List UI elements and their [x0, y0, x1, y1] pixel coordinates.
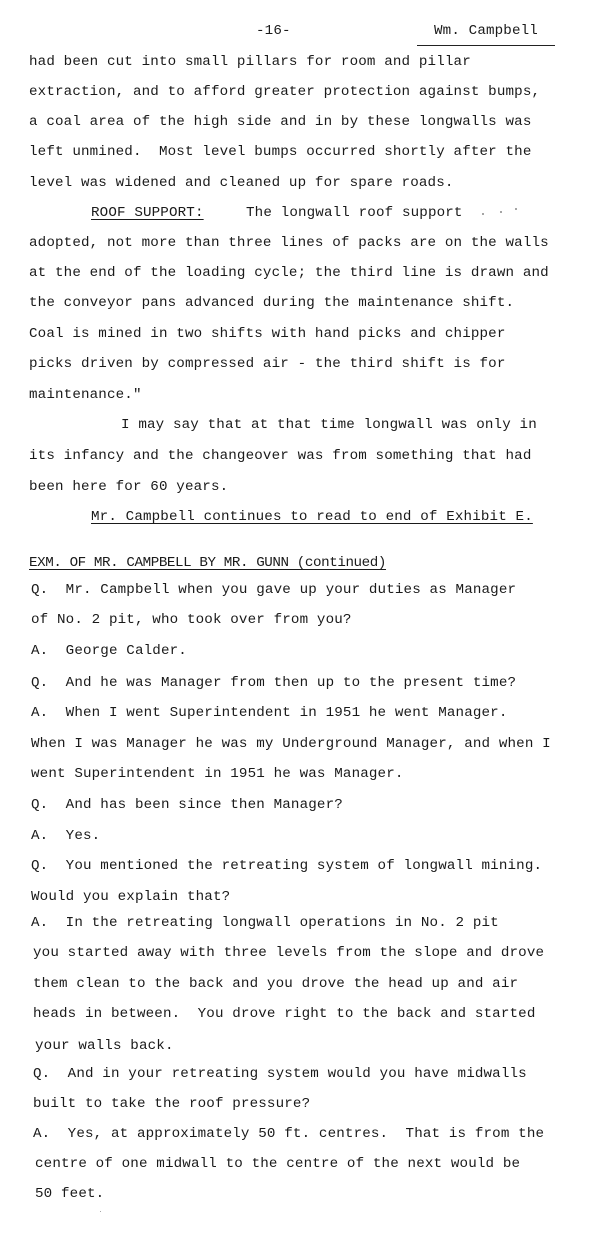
- qa-line: of No. 2 pit, who took over from you?: [31, 612, 352, 628]
- scan-speck: [500, 211, 502, 213]
- body-line: left unmined. Most level bumps occurred shortly after the: [29, 144, 532, 160]
- qa-line: A. George Calder.: [31, 643, 187, 659]
- body-line: Coal is mined in two shifts with hand picks and chipper: [29, 326, 506, 342]
- qa-line: centre of one midwall to the centre of the next would be: [35, 1156, 521, 1172]
- body-line: I may say that at that time longwall was only in: [121, 417, 537, 433]
- body-line: a coal area of the high side and in by these longwalls was: [29, 114, 532, 130]
- qa-line: Would you explain that?: [31, 889, 231, 905]
- qa-line: you started away with three levels from the slope and drove: [33, 945, 545, 961]
- qa-line: heads in between. You drove right to the back and started: [33, 1006, 536, 1022]
- page-number: -16-: [256, 23, 291, 39]
- qa-line: went Superintendent in 1951 he was Manager.: [31, 766, 404, 782]
- body-line: had been cut into small pillars for room and pillar: [29, 54, 471, 70]
- body-line: maintenance.": [29, 387, 142, 403]
- qa-line: Q. Mr. Campbell when you gave up your duties as Manager: [31, 582, 517, 598]
- body-line: adopted, not more than three lines of packs are on the walls: [29, 235, 549, 251]
- qa-line: Q. And he was Manager from then up to the present time?: [31, 675, 517, 691]
- header-underline: [417, 45, 555, 46]
- exam-heading: EXM. OF MR. CAMPBELL BY MR. GUNN (continued): [29, 555, 387, 571]
- body-line: been here for 60 years.: [29, 479, 229, 495]
- body-line: its infancy and the changeover was from something that had: [29, 448, 532, 464]
- roof-support-heading: ROOF SUPPORT:: [91, 205, 204, 221]
- qa-line: them clean to the back and you drove the head up and air: [33, 976, 519, 992]
- scan-speck: [515, 208, 517, 210]
- qa-line: When I was Manager he was my Underground Manager, and when I: [31, 736, 551, 752]
- body-line: at the end of the loading cycle; the third line is drawn and: [29, 265, 549, 281]
- body-line: the conveyor pans advanced during the maintenance shift.: [29, 295, 515, 311]
- scan-speck: [482, 213, 484, 215]
- qa-line: A. Yes, at approximately 50 ft. centres. That is from the: [33, 1126, 545, 1142]
- qa-line: A. In the retreating longwall operations in No. 2 pit: [31, 915, 499, 931]
- qa-line: Q. And in your retreating system would you have midwalls: [33, 1066, 527, 1082]
- qa-line: Q. And has been since then Manager?: [31, 797, 343, 813]
- qa-line: built to take the roof pressure?: [33, 1096, 311, 1112]
- body-line: The longwall roof support: [246, 205, 463, 221]
- scan-speck: [100, 1211, 101, 1212]
- qa-line: A. When I went Superintendent in 1951 he went Manager.: [31, 705, 508, 721]
- body-line: picks driven by compressed air - the third shift is for: [29, 356, 506, 372]
- qa-line: A. Yes.: [31, 828, 101, 844]
- witness-name: Wm. Campbell: [434, 23, 538, 39]
- qa-line: Q. You mentioned the retreating system of longwall mining.: [31, 858, 543, 874]
- qa-line: your walls back.: [35, 1038, 174, 1054]
- body-line: level was widened and cleaned up for spare roads.: [29, 175, 454, 191]
- qa-line: 50 feet.: [35, 1186, 105, 1202]
- stage-note: Mr. Campbell continues to read to end of Exhibit E.: [91, 509, 533, 525]
- body-line: extraction, and to afford greater protection against bumps,: [29, 84, 541, 100]
